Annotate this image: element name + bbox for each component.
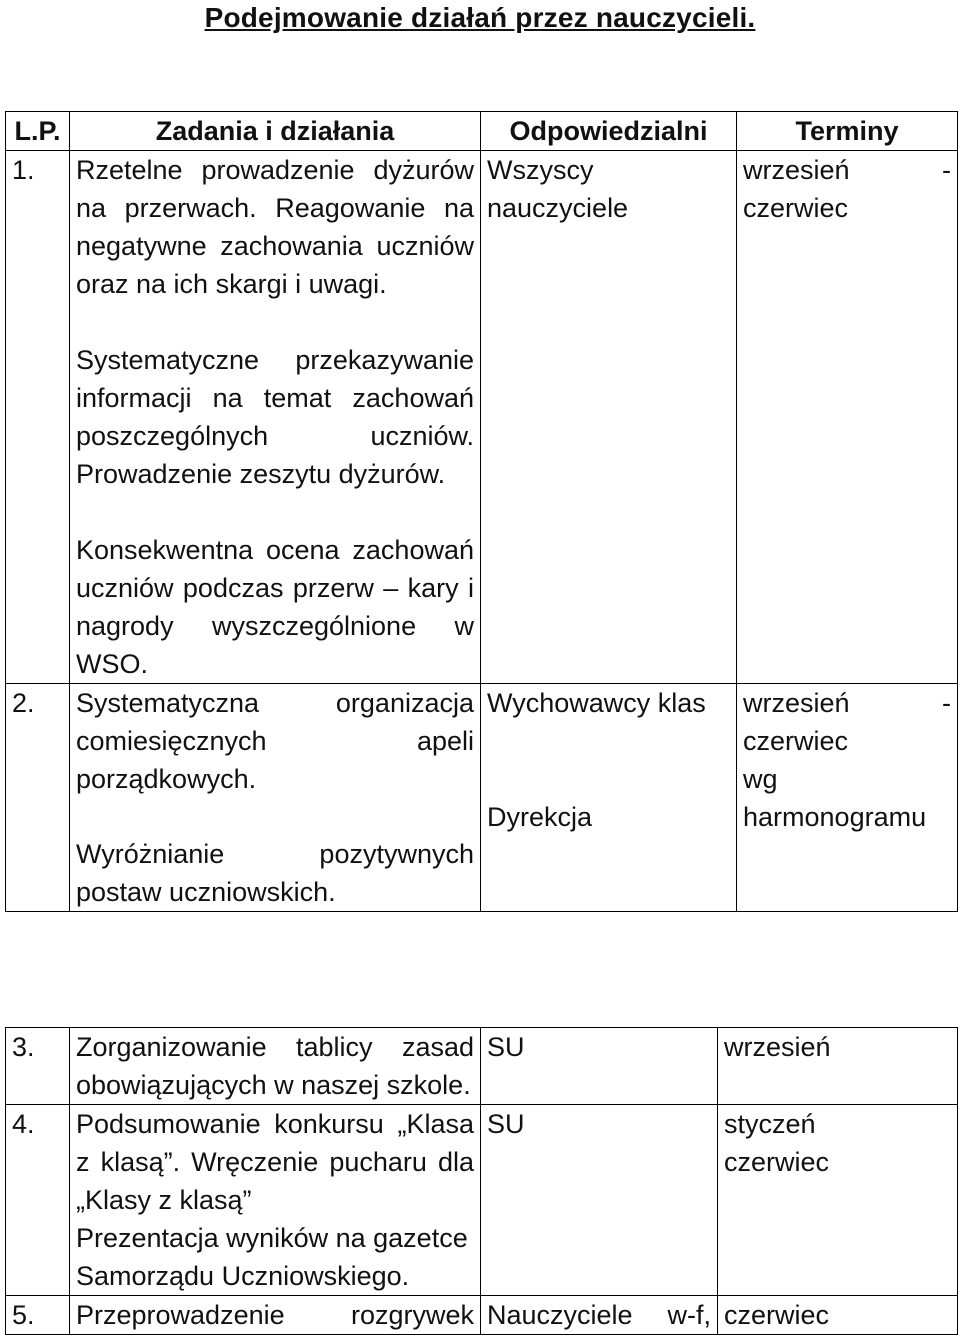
term-text: czerwiec <box>743 193 849 223</box>
responsible-cell <box>481 1296 718 1335</box>
row-number: 1. <box>6 151 70 684</box>
term-cell <box>718 1105 958 1296</box>
task-cell <box>70 1105 481 1296</box>
row-number: 2. <box>6 684 70 912</box>
responsible-text: SU <box>487 1032 525 1062</box>
task-text: Systematyczna organizacja comiesięcznych apeli porządkowych. <box>76 688 474 794</box>
term-cell <box>737 151 958 684</box>
term-text: wrzesień - <box>743 688 951 718</box>
responsible-cell <box>481 684 737 912</box>
responsible-text: SU <box>487 1109 525 1139</box>
term-cell <box>718 1028 958 1105</box>
table-row <box>6 684 958 912</box>
responsible-cell <box>481 151 737 684</box>
task-text: Zorganizowanie tablicy zasad obowiązujących w naszej szkole. <box>76 1032 474 1100</box>
term-text: czerwiec <box>724 1300 830 1330</box>
term-text: czerwiec <box>724 1147 830 1177</box>
responsible-cell <box>481 1105 718 1296</box>
table-header-row <box>6 112 958 151</box>
responsible-cell <box>481 1028 718 1105</box>
task-cell <box>70 684 481 912</box>
task-text: Rzetelne prowadzenie dyżurów na przerwach. Reagowanie na negatywne zachowania uczniów oraz na ich skargi i uwagi. <box>76 155 474 299</box>
table-row <box>6 1105 958 1296</box>
term-text: styczeń <box>724 1109 816 1139</box>
term-text: wg <box>743 764 778 794</box>
table-row <box>6 151 958 684</box>
term-text: harmonogramu <box>743 802 927 832</box>
responsible-text: Wychowawcy klas <box>487 688 706 718</box>
term-text: wrzesień <box>724 1032 831 1062</box>
page-title: Podejmowanie działań przez nauczycieli. <box>204 2 756 33</box>
term-cell <box>718 1296 958 1335</box>
term-text: wrzesień - <box>743 155 951 185</box>
term-text: czerwiec <box>743 726 849 756</box>
tasks-table-part-2 <box>5 1027 958 1335</box>
row-number: 3. <box>6 1028 70 1105</box>
task-text: Konsekwentna ocena zachowań uczniów podczas przerw – kary i nagrody wyszczególnione w WSO. <box>76 535 474 679</box>
header-task: Zadania i działania <box>70 112 481 151</box>
task-text: Prezentacja wyników na gazetce Samorządu Uczniowskiego. <box>76 1223 468 1291</box>
table-row <box>6 1296 958 1335</box>
task-text: Wyróżnianie pozytywnych postaw uczniowskich. <box>76 839 474 907</box>
header-lp: L.P. <box>6 112 70 151</box>
row-number: 5. <box>6 1296 70 1335</box>
task-text: Systematyczne przekazywanie informacji na temat zachowań poszczególnych uczniów. Prowadzenie zeszytu dyżurów. <box>76 345 474 489</box>
row-number: 4. <box>6 1105 70 1296</box>
responsible-text: nauczyciele <box>487 193 629 223</box>
table-row <box>6 1028 958 1105</box>
task-cell <box>70 1296 481 1335</box>
tasks-table-part-1 <box>5 111 958 912</box>
header-term: Terminy <box>737 112 958 151</box>
term-cell <box>737 684 958 912</box>
responsible-text: Nauczyciele w-f, <box>487 1300 711 1330</box>
task-cell <box>70 151 481 684</box>
task-cell <box>70 1028 481 1105</box>
header-responsible: Odpowiedzialni <box>481 112 737 151</box>
task-text: Podsumowanie konkursu „Klasa z klasą”. Wręczenie pucharu dla „Klasy z klasą” <box>76 1109 474 1215</box>
responsible-text: Dyrekcja <box>487 802 593 832</box>
task-text: Przeprowadzenie rozgrywek <box>76 1300 474 1330</box>
responsible-text: Wszyscy <box>487 155 594 185</box>
